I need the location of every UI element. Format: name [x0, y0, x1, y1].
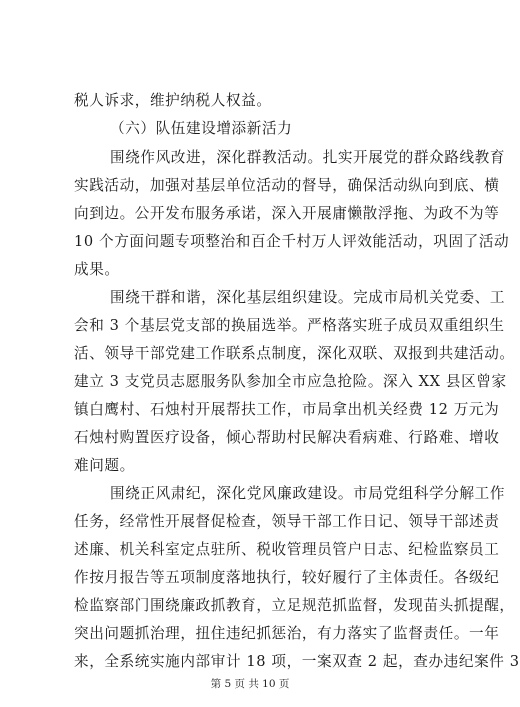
paragraph-line: 石烛村购置医疗设备，倾心帮助村民解决看病难、行路难、增收	[74, 429, 500, 446]
paragraph-line: 作按月报告等五项制度落地执行，较好履行了主体责任。各级纪	[74, 569, 500, 586]
paragraph-line: 10 个方面问题专项整治和百企千村万人评效能活动，巩固了活动	[74, 233, 510, 250]
section-heading: （六）队伍建设增添新活力	[110, 120, 293, 137]
paragraph-line: 围绕作风改进，深化群教活动。扎实开展党的群众路线教育	[110, 149, 506, 166]
paragraph-line: 任务，经常性开展督促检查，领导干部工作日记、领导干部述责	[74, 513, 500, 530]
paragraph-line: 税人诉求，维护纳税人权益。	[74, 92, 272, 109]
paragraph-line: 围绕干群和谐，深化基层组织建设。完成市局机关党委、工	[110, 289, 506, 306]
paragraph-line: 实践活动，加强对基层单位活动的督导，确保活动纵向到底、横	[74, 177, 500, 194]
paragraph-line: 建立 3 支党员志愿服务队参加全市应急抢险。深入 XX 县区曾家	[74, 373, 507, 390]
page-footer: 第 5 页 共 10 页	[210, 678, 290, 690]
paragraph-line: 检监察部门围绕廉政抓教育，立足规范抓监督，发现苗头抓提醒，	[74, 597, 515, 614]
paragraph-line: 镇白鹰村、石烛村开展帮扶工作，市局拿出机关经费 12 万元为	[74, 401, 500, 418]
paragraph-line: 会和 3 个基层党支部的换届选举。严格落实班子成员双重组织生	[74, 317, 505, 334]
paragraph-line: 活、领导干部党建工作联系点制度，深化双联、双报到共建活动。	[74, 345, 515, 362]
paragraph-line: 难问题。	[74, 457, 135, 474]
paragraph-line: 述廉、机关科室定点驻所、税收管理员管户日志、纪检监察员工	[74, 541, 500, 558]
paragraph-line: 来，全系统实施内部审计 18 项，一案双查 2 起，查办违纪案件 3	[74, 653, 520, 670]
paragraph-line: 向到边。公开发布服务承诺，深入开展庸懒散浮拖、为政不为等	[74, 205, 500, 222]
paragraph-line: 围绕正风肃纪，深化党风廉政建设。市局党组科学分解工作	[110, 485, 506, 502]
paragraph-line: 成果。	[74, 261, 120, 278]
paragraph-line: 突出问题抓治理，扭住违纪抓惩治，有力落实了监督责任。一年	[74, 625, 500, 642]
